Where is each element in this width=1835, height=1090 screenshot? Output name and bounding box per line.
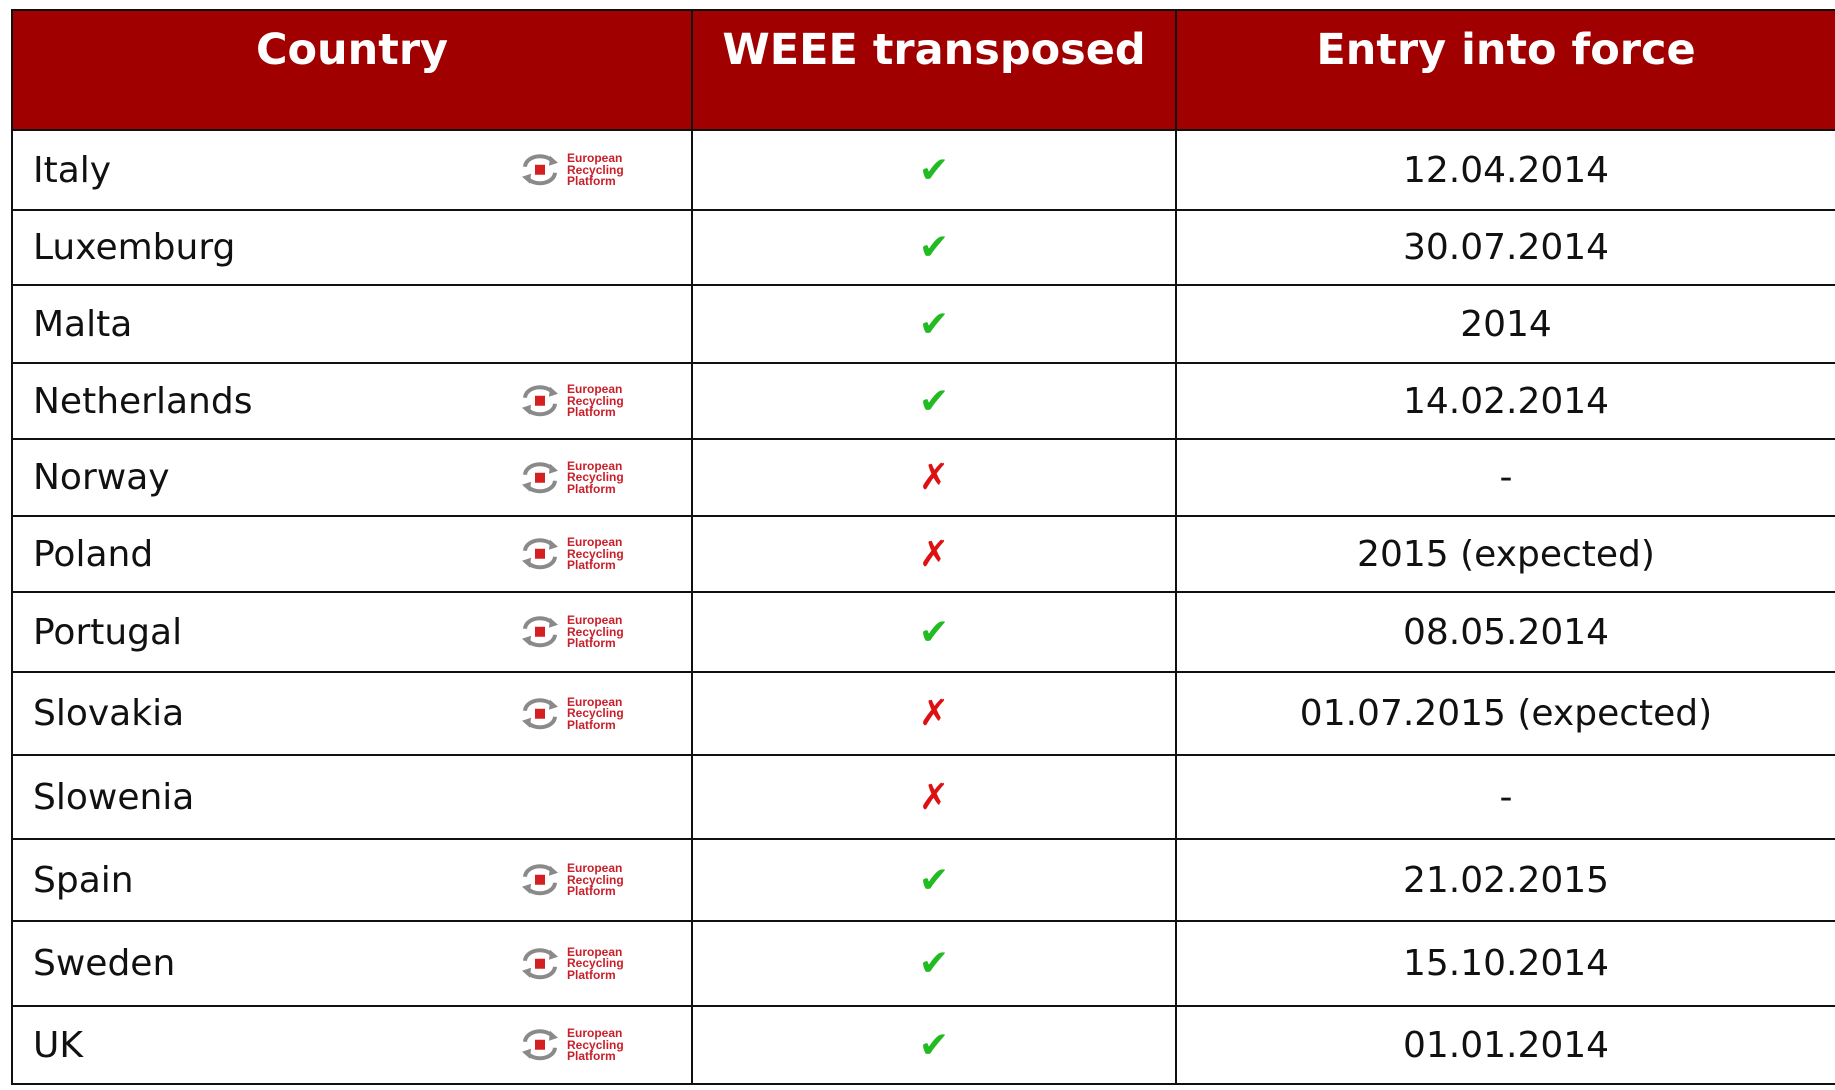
erp-logo-text	[567, 946, 624, 981]
erp-logo-line: Recycling	[567, 162, 624, 177]
country-name: Netherlands	[33, 380, 253, 422]
erp-logo	[519, 534, 624, 572]
recycle-arrows-icon	[519, 697, 561, 731]
country-name: Spain	[33, 859, 134, 901]
weee-table	[11, 9, 1835, 1085]
erp-logo-line: Platform	[567, 635, 616, 650]
transposed-status-cell	[692, 755, 1176, 839]
country-cell	[12, 439, 692, 516]
erp-logo-line: European	[567, 612, 623, 627]
erp-logo-line: European	[567, 534, 623, 549]
country-name: Italy	[33, 149, 112, 191]
erp-logo-line: European	[567, 458, 623, 473]
erp-logo-line: Platform	[567, 883, 616, 898]
erp-logo-text	[567, 696, 624, 731]
recycle-arrows-icon	[519, 1028, 561, 1062]
recycle-arrows-icon	[519, 461, 561, 495]
erp-logo	[519, 460, 624, 495]
erp-logo-text	[567, 860, 624, 898]
transposed-status-cell	[692, 592, 1176, 672]
erp-logo-line: Recycling	[567, 872, 624, 887]
erp-logo-text	[567, 1025, 624, 1063]
erp-logo-line: European	[567, 694, 623, 709]
table-row	[12, 285, 1835, 363]
erp-logo-line: Recycling	[567, 624, 624, 639]
erp-logo-line: Recycling	[567, 469, 624, 484]
entry-into-force-cell: -	[1176, 439, 1835, 516]
country-name: Slovakia	[33, 693, 185, 734]
transposed-status-cell	[692, 439, 1176, 516]
country-cell	[12, 672, 692, 755]
country-cell	[12, 130, 692, 210]
erp-logo-line: European	[567, 1025, 623, 1040]
erp-logo	[519, 1025, 624, 1063]
transposed-status-cell	[692, 839, 1176, 921]
erp-logo-line: Recycling	[567, 393, 624, 408]
country-name: Slowenia	[33, 776, 195, 818]
erp-logo-line: Recycling	[567, 1037, 624, 1052]
country-name: Poland	[33, 533, 154, 575]
recycle-arrows-icon	[519, 153, 561, 187]
country-name: Malta	[33, 303, 133, 345]
country-cell	[12, 592, 692, 672]
country-cell	[12, 516, 692, 592]
erp-logo-line: Recycling	[567, 955, 624, 970]
check-mark-icon: ✔	[918, 227, 950, 268]
recycle-arrows-icon	[519, 537, 561, 571]
transposed-status-cell	[692, 516, 1176, 592]
table-row	[12, 921, 1835, 1006]
erp-logo-line: European	[567, 860, 623, 875]
erp-logo-line: European	[567, 381, 623, 396]
erp-logo-text	[567, 150, 624, 188]
erp-logo-line: Platform	[567, 557, 616, 572]
erp-logo	[519, 946, 624, 981]
transposed-status-cell	[692, 285, 1176, 363]
transposed-status-cell	[692, 210, 1176, 285]
check-mark-icon: ✔	[918, 859, 950, 901]
entry-into-force-cell: 21.02.2015	[1176, 839, 1835, 921]
erp-logo-text	[567, 460, 624, 495]
country-name: Norway	[33, 457, 170, 498]
country-name: Luxemburg	[33, 227, 236, 268]
table-header-row	[12, 10, 1835, 130]
entry-into-force-cell: 01.07.2015 (expected)	[1176, 672, 1835, 755]
table-row	[12, 755, 1835, 839]
country-name: Portugal	[33, 611, 183, 653]
check-mark-icon: ✔	[918, 1024, 950, 1066]
entry-into-force-cell: 08.05.2014	[1176, 592, 1835, 672]
table-row	[12, 439, 1835, 516]
erp-logo	[519, 381, 624, 419]
erp-logo-line: European	[567, 150, 623, 165]
country-name: UK	[33, 1024, 83, 1066]
cross-mark-icon: ✗	[918, 533, 950, 575]
check-mark-icon: ✔	[918, 611, 950, 653]
country-cell	[12, 363, 692, 439]
erp-logo-text	[567, 381, 624, 419]
recycle-arrows-icon	[519, 384, 561, 418]
column-header-weee-transposed: WEEE transposed	[692, 10, 1176, 130]
table-row	[12, 516, 1835, 592]
check-mark-icon: ✔	[918, 303, 950, 345]
table-body	[12, 130, 1835, 1084]
country-cell	[12, 1006, 692, 1084]
check-mark-icon: ✔	[918, 380, 950, 422]
country-name: Sweden	[33, 943, 176, 984]
erp-logo-line: Platform	[567, 717, 616, 732]
erp-logo-line: Recycling	[567, 705, 624, 720]
entry-into-force-cell: 15.10.2014	[1176, 921, 1835, 1006]
table-row	[12, 363, 1835, 439]
erp-logo-line: Platform	[567, 1048, 616, 1063]
transposed-status-cell	[692, 130, 1176, 210]
country-cell	[12, 839, 692, 921]
entry-into-force-cell: 14.02.2014	[1176, 363, 1835, 439]
erp-logo	[519, 860, 624, 898]
erp-logo-line: Platform	[567, 481, 616, 496]
table-row	[12, 1006, 1835, 1084]
table-row	[12, 672, 1835, 755]
recycle-arrows-icon	[519, 615, 561, 649]
erp-logo-line: Platform	[567, 967, 616, 982]
transposed-status-cell	[692, 1006, 1176, 1084]
entry-into-force-cell: 30.07.2014	[1176, 210, 1835, 285]
entry-into-force-cell: 2015 (expected)	[1176, 516, 1835, 592]
transposed-status-cell	[692, 672, 1176, 755]
transposed-status-cell	[692, 363, 1176, 439]
recycle-arrows-icon	[519, 947, 561, 981]
cross-mark-icon: ✗	[918, 776, 950, 818]
country-cell	[12, 921, 692, 1006]
column-header-entry-into-force: Entry into force	[1176, 10, 1835, 130]
check-mark-icon: ✔	[918, 943, 950, 984]
erp-logo-text	[567, 534, 624, 572]
erp-logo-line: Platform	[567, 173, 616, 188]
table-row	[12, 130, 1835, 210]
erp-logo	[519, 150, 624, 188]
erp-logo-line: Platform	[567, 404, 616, 419]
check-mark-icon: ✔	[918, 149, 950, 191]
erp-logo-line: Recycling	[567, 546, 624, 561]
country-cell	[12, 210, 692, 285]
recycle-arrows-icon	[519, 863, 561, 897]
table-row	[12, 592, 1835, 672]
erp-logo	[519, 612, 624, 650]
cross-mark-icon: ✗	[918, 457, 950, 498]
country-cell	[12, 755, 692, 839]
cross-mark-icon: ✗	[918, 693, 950, 734]
entry-into-force-cell: -	[1176, 755, 1835, 839]
entry-into-force-cell: 01.01.2014	[1176, 1006, 1835, 1084]
table-row	[12, 210, 1835, 285]
table-row	[12, 839, 1835, 921]
entry-into-force-cell: 12.04.2014	[1176, 130, 1835, 210]
column-header-country: Country	[12, 10, 692, 130]
transposed-status-cell	[692, 921, 1176, 1006]
erp-logo	[519, 696, 624, 731]
country-cell	[12, 285, 692, 363]
entry-into-force-cell: 2014	[1176, 285, 1835, 363]
erp-logo-line: European	[567, 944, 623, 959]
erp-logo-text	[567, 612, 624, 650]
